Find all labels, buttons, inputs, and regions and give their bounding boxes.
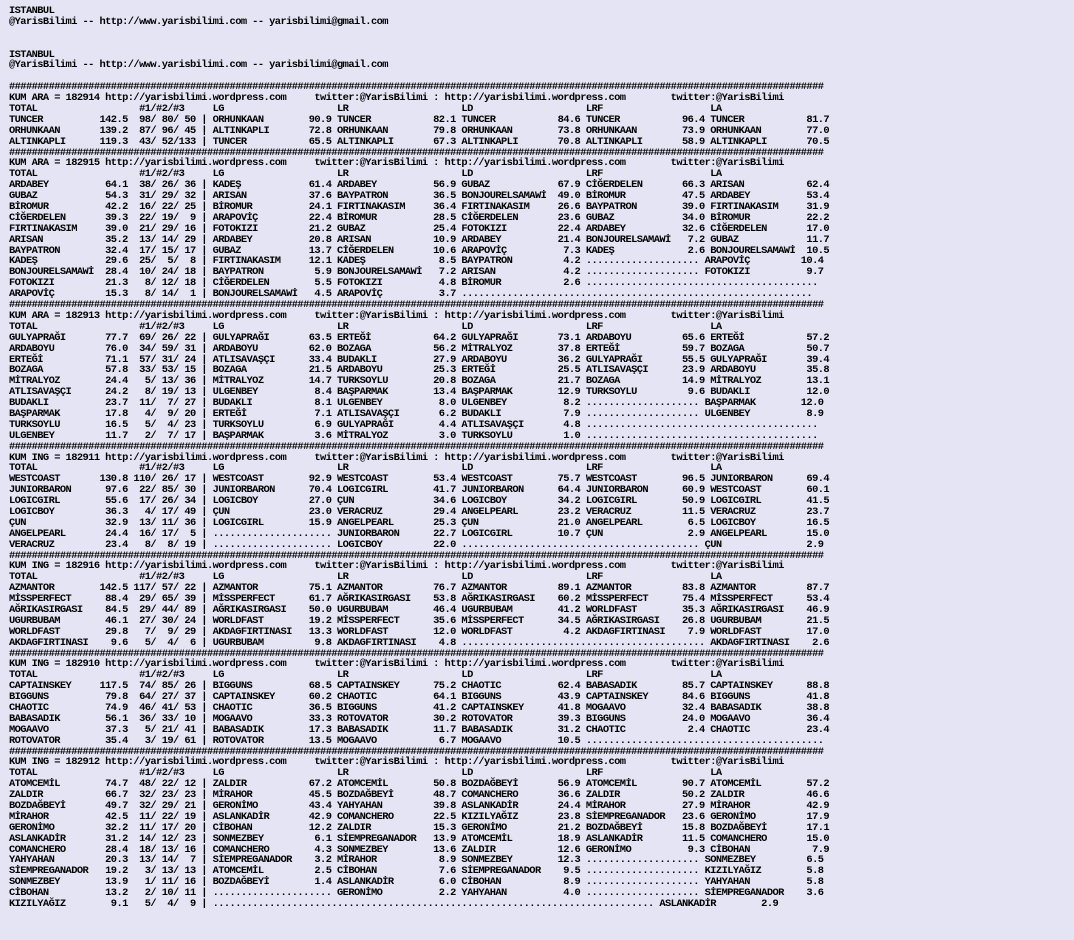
report-line: ZALDIR 66.7 32/ 23/ 23 | MİRAHOR 45.5 BOZDAĞBEYİ 48.7 COMANCHERO 36.6 ZALDIR 50.2 ZALDIR 46.6 [9,789,830,802]
report-line: GERONİMO 32.2 11/ 17/ 20 | CİBOHAN 12.2 ZALDIR 15.3 GERONİMO 21.2 BOZDAĞBEYİ 15.8 BOZDAĞBEYİ 17.1 [9,821,830,834]
report-line: ################################################################################################################################################ [9,146,824,159]
report-line: ANGELPEARL 24.4 16/ 17/ 5 | ..................... JUNIORBARON 22.7 LOGICGIRL 10.7 ÇUN 2.9 ANGELPEARL 15.0 [9,527,830,540]
report-line: ISTANBUL [9,5,55,17]
report-line: ORHUNKAAN 139.2 87/ 96/ 45 | ALTINKAPLI 72.8 ORHUNKAAN 79.8 ORHUNKAAN 73.8 ORHUNKAAN 73.9 ORHUNKAAN 77.0 [9,124,830,137]
report-line: FOTOKIZI 21.3 8/ 12/ 18 | CİĞERDELEN 5.5 FOTOKIZI 4.8 BİROMUR 2.6 ......................................... [9,277,818,290]
report-line: SİEMPREGANADOR 19.2 3/ 13/ 13 | ATOMCEMİL 2.5 CİBOHAN 7.6 SİEMPREGANADOR 9.5 .................... KIZILYAĞIZ 5.8 [9,865,824,878]
report-line [9,39,1074,50]
report-line: LOGICBOY 36.3 4/ 17/ 49 | ÇUN 23.0 VERACRUZ 29.4 ANGELPEARL 23.2 VERACRUZ 11.5 VERACRUZ 23.7 [9,505,830,518]
report-line: AĞRIKASIRGASI 84.5 29/ 44/ 89 | AĞRIKASIRGASI 50.0 UGURBUBAM 46.4 UGURBUBAM 41.2 WORLDFAST 35.3 AĞRIKASIRGASI 46.9 [9,603,830,616]
report-line: ASLANKADİR 31.2 14/ 12/ 23 | SONMEZBEY 6.1 SİEMPREGANADOR 13.9 ATOMCEMİL 18.9 ASLANKADİR 11.5 COMANCHERO 15.0 [9,832,830,845]
report-line: AZMANTOR 142.5 117/ 57/ 22 | AZMANTOR 75.1 AZMANTOR 76.7 AZMANTOR 89.1 AZMANTOR 83.8 AZMANTOR 87.7 [9,582,830,595]
report-line: ATLISAVAŞÇI 24.2 8/ 19/ 13 | ULGENBEY 8.4 BAŞPARMAK 13.4 BAŞPARMAK 12.9 TURKSOYLU 9.6 BUDAKLI 12.0 [9,386,830,399]
report-line: TUNCER 142.5 98/ 80/ 50 | ORHUNKAAN 90.9 TUNCER 82.1 TUNCER 84.6 TUNCER 96.4 TUNCER 81.7 [9,113,830,126]
report-line: ################################################################################################################################################ [9,549,824,562]
report-line: ################################################################################################################################################ [9,440,824,453]
report-line: ARISAN 35.2 13/ 14/ 29 | ARDABEY 20.8 ARISAN 10.9 ARDABEY 21.4 BONJOURELSAMAWİ 7.2 GUBAZ 11.7 [9,233,830,246]
report-line: ARAPOVİÇ 15.3 8/ 14/ 1 | BONJOURELSAMAWİ 4.5 ARAPOVİÇ 3.7 .............................................................. [9,288,813,301]
report-line: TOTAL #1/#2/#3 LG LR LD LRF LA [9,103,722,116]
report-line: CHAOTIC 74.9 46/ 41/ 53 | CHAOTIC 36.5 BIGGUNS 41.2 CAPTAINSKEY 41.8 MOGAAVO 32.4 BABASADIK 38.8 [9,702,830,714]
report-line: @YarisBilimi -- http://www.yarisbilimi.com -- yarisbilimi@gmail.com [9,15,388,28]
report-line: YAHYAHAN 20.3 13/ 14/ 7 | SİEMPREGANADOR 3.2 MİRAHOR 8.9 SONMEZBEY 12.3 .................... SONMEZBEY 6.5 [9,854,824,867]
report-line: TOTAL #1/#2/#3 LG LR LD LRF LA [9,669,722,682]
report-line: MİRAHOR 42.5 11/ 22/ 19 | ASLANKADİR 42.9 COMANCHERO 22.5 KIZILYAĞIZ 23.8 SİEMPREGANADOR 23.6 GERONİMO 17.9 [9,810,830,823]
report-line: KUM ING = 182912 http://yarisbilimi.wordpress.com twitter:@YarisBilimi : http://yarisbilimi.wordpress.com twitter:@YarisBilimi [9,756,784,769]
report-line: CİĞERDELEN 39.3 22/ 19/ 9 | ARAPOVİÇ 22.4 BİROMUR 28.5 CİĞERDELEN 23.6 GUBAZ 34.0 BİROMUR 22.2 [9,211,830,224]
report-line: TOTAL #1/#2/#3 LG LR LD LRF LA [9,571,722,584]
report-line: ATOMCEMİL 74.7 48/ 22/ 12 | ZALDIR 67.2 ATOMCEMİL 50.8 BOZDAĞBEYİ 56.9 ATOMCEMİL 90.7 ATOMCEMİL 57.2 [9,778,830,791]
report-line: BABASADIK 56.1 36/ 33/ 10 | MOGAAVO 33.3 ROTOVATOR 30.2 ROTOVATOR 39.3 BIGGUNS 24.0 MOGAAVO 36.4 [9,712,830,725]
report-line: ÇUN 32.9 13/ 11/ 36 | LOGICGIRL 15.9 ANGELPEARL 25.3 ÇUN 21.0 ANGELPEARL 6.5 LOGICBOY 16.5 [9,516,830,529]
report-line: KUM ING = 182916 http://yarisbilimi.wordpress.com twitter:@YarisBilimi : http://yarisbilimi.wordpress.com twitter:@YarisBilimi [9,560,784,573]
report-line: FIRTINAKASIM 39.0 21/ 29/ 16 | FOTOKIZI 21.2 GUBAZ 25.4 FOTOKIZI 22.4 ARDABEY 32.6 CİĞERDELEN 17.0 [9,222,830,235]
report-line: AKDAGFIRTINASI 9.6 5/ 4/ 6 | UGURBUBAM 9.8 AKDAGFIRTINASI 4.8 ........................................... AKDAGFIRTINASI 2.6 [9,636,830,649]
report-line: GULYAPRAĞI 77.7 69/ 26/ 22 | GULYAPRAĞI 63.5 ERTEĞİ 64.2 GULYAPRAĞI 73.1 ARDABOYU 65.6 ERTEĞİ 57.2 [9,331,830,344]
report-line: MOGAAVO 37.3 5/ 21/ 41 | BABASADIK 17.3 BABASADIK 11.7 BABASADIK 31.2 CHAOTIC 2.4 CHAOTIC 23.4 [9,723,830,736]
report-line: ULGENBEY 11.7 2/ 7/ 17 | BAŞPARMAK 3.6 MİTRALYOZ 3.0 TURKSOYLU 1.0 ......................................... [9,429,818,442]
report-line: ################################################################################################################################################ [9,647,824,660]
report-line: @YarisBilimi -- http://www.yarisbilimi.com -- yarisbilimi@gmail.com [9,59,388,72]
report-line: TOTAL #1/#2/#3 LG LR LD LRF LA [9,168,722,181]
report-line: ROTOVATOR 35.4 3/ 19/ 61 | ROTOVATOR 13.5 MOGAAVO 6.7 MOGAAVO 10.5 .......................................... [9,734,824,747]
report-line: UGURBUBAM 46.1 27/ 30/ 24 | WORLDFAST 19.2 MİSSPERFECT 35.6 MİSSPERFECT 34.5 AĞRIKASIRGASI 26.8 UGURBUBAM 21.5 [9,614,830,627]
report-line: BOZDAĞBEYİ 49.7 32/ 29/ 21 | GERONİMO 43.4 YAHYAHAN 39.8 ASLANKADİR 24.4 MİRAHOR 27.9 MİRAHOR 42.9 [9,800,830,813]
report-line: KIZILYAĞIZ 9.1 5/ 4/ 9 | .............................................................................. ASLANKADİR 2.9 [9,898,779,911]
report-line: VERACRUZ 23.4 8/ 8/ 19 | ..................... LOGICBOY 22.0 .......................................... ÇUN 2.9 [9,538,824,551]
report-line: BİROMUR 42.2 16/ 22/ 25 | BİROMUR 24.1 FIRTINAKASIM 36.4 FIRTINAKASIM 26.6 BAYPATRON 39.0 FIRTINAKASIM 31.9 [9,201,830,214]
report-line: CİBOHAN 13.2 2/ 10/ 11 | ..................... GERONİMO 2.2 YAHYAHAN 4.0 .................... SİEMPREGANADOR 3.6 [9,887,824,900]
report-line: BUDAKLI 23.7 11/ 7/ 27 | BUDAKLI 8.1 ULGENBEY 8.0 ULGENBEY 8.2 .................... BAŞPARMAK 12.0 [9,397,824,410]
report-line: TURKSOYLU 16.5 5/ 4/ 23 | TURKSOYLU 6.9 GULYAPRAĞI 4.4 ATLISAVAŞÇI 4.8 ......................................... [9,418,818,431]
report-line: KADEŞ 29.6 25/ 5/ 8 | FIRTINAKASIM 12.1 KADEŞ 8.5 BAYPATRON 4.2 .................... ARAPOVİÇ 10.4 [9,255,824,268]
report-line: KUM ARA = 182915 http://yarisbilimi.wordpress.com twitter:@YarisBilimi : http://yarisbilimi.wordpress.com twitter:@YarisBilimi [9,157,784,170]
report-line: CAPTAINSKEY 117.5 74/ 85/ 26 | BIGGUNS 68.5 CAPTAINSKEY 75.2 CHAOTIC 62.4 BABASADIK 85.7 CAPTAINSKEY 88.8 [9,680,830,693]
report-line: SONMEZBEY 13.9 1/ 11/ 16 | BOZDAĞBEYİ 1.4 ASLANKADİR 6.0 CİBOHAN 8.9 .................... YAHYAHAN 5.8 [9,876,824,889]
report-line: COMANCHERO 28.4 18/ 13/ 16 | COMANCHERO 4.3 SONMEZBEY 13.6 ZALDIR 12.6 GERONİMO 9.3 CİBOHAN 7.9 [9,843,830,856]
report-line: KUM ING = 182910 http://yarisbilimi.wordpress.com twitter:@YarisBilimi : http://yarisbilimi.wordpress.com twitter:@YarisBilimi [9,658,784,671]
report-line: ARDABOYU 76.0 34/ 59/ 31 | ARDABOYU 62.0 BOZAGA 56.2 MİTRALYOZ 37.8 ERTEĞİ 59.7 BOZAGA 50.7 [9,342,830,355]
report-line: JUNIORBARON 97.6 22/ 85/ 30 | JUNIORBARON 70.4 LOGICGIRL 41.7 JUNIORBARON 64.4 JUNIORBARON 60.9 WESTCOAST 60.1 [9,484,830,497]
report-line: MİSSPERFECT 88.4 29/ 65/ 39 | MİSSPERFECT 61.7 AĞRIKASIRGASI 53.8 AĞRIKASIRGASI 60.2 MİSSPERFECT 75.4 MİSSPERFECT 53.4 [9,593,830,606]
report-line: WESTCOAST 130.8 110/ 26/ 17 | WESTCOAST 92.9 WESTCOAST 53.4 WESTCOAST 75.7 WESTCOAST 96.5 JUNIORBARON 69.4 [9,473,830,486]
report-line: LOGICGIRL 55.6 17/ 26/ 34 | LOGICBOY 27.0 ÇUN 34.6 LOGICBOY 34.2 LOGICGIRL 50.9 LOGICGIRL 41.5 [9,495,830,508]
report-line: TOTAL #1/#2/#3 LG LR LD LRF LA [9,462,722,475]
report-line: BOZAGA 57.8 33/ 53/ 15 | BOZAGA 21.5 ARDABOYU 25.3 ERTEĞİ 25.5 ATLISAVAŞÇI 23.9 ARDABOYU 35.8 [9,364,830,377]
report-line: ISTANBUL [9,48,55,61]
report-line: ################################################################################################################################################ [9,81,824,94]
report-line: TOTAL #1/#2/#3 LG LR LD LRF LA [9,320,722,333]
report-line: MİTRALYOZ 24.4 5/ 13/ 36 | MİTRALYOZ 14.7 TURKSOYLU 20.8 BOZAGA 21.7 BOZAGA 14.9 MİTRALYOZ 13.1 [9,375,830,388]
report-line: WORLDFAST 29.8 7/ 9/ 29 | AKDAGFIRTINASI 13.3 WORLDFAST 12.0 WORLDFAST 4.2 AKDAGFIRTINASI 7.9 WORLDFAST 17.0 [9,625,830,638]
report-line: ################################################################################################################################################ [9,299,824,312]
report-line: ERTEĞİ 71.1 57/ 31/ 24 | ATLISAVAŞÇI 33.4 BUDAKLI 27.9 ARDABOYU 36.2 GULYAPRAĞI 55.5 GULYAPRAĞI 39.4 [9,353,830,366]
report-line: ARDABEY 64.1 38/ 26/ 36 | KADEŞ 61.4 ARDABEY 56.9 GUBAZ 67.9 CİĞERDELEN 66.3 ARISAN 62.4 [9,179,830,192]
report-line: GUBAZ 54.3 31/ 29/ 32 | ARISAN 37.6 BAYPATRON 36.5 BONJOURELSAMAWİ 49.0 BİROMUR 47.5 ARDABEY 53.4 [9,190,830,203]
report-line: BONJOURELSAMAWİ 28.4 10/ 24/ 18 | BAYPATRON 5.9 BONJOURELSAMAWİ 7.2 ARISAN 4.2 .................... FOTOKIZI 9.7 [9,266,824,279]
report-line: BAŞPARMAK 17.8 4/ 9/ 20 | ERTEĞİ 7.1 ATLISAVAŞÇI 6.2 BUDAKLI 7.9 .................... ULGENBEY 8.9 [9,407,824,420]
report-line [9,28,1074,39]
report-line: TOTAL #1/#2/#3 LG LR LD LRF LA [9,767,722,780]
report-line: KUM ARA = 182913 http://yarisbilimi.wordpress.com twitter:@YarisBilimi : http://yarisbilimi.wordpress.com twitter:@YarisBilimi [9,309,784,322]
report-line: ################################################################################################################################################ [9,745,824,758]
report-line: BAYPATRON 32.4 17/ 15/ 17 | GUBAZ 13.7 CİĞERDELEN 10.6 ARAPOVİÇ 7.3 KADEŞ 2.6 BONJOURELSAMAWİ 10.5 [9,244,830,257]
report-line: KUM ING = 182911 http://yarisbilimi.wordpress.com twitter:@YarisBilimi : http://yarisbilimi.wordpress.com twitter:@YarisBilimi [9,451,784,464]
report-line: KUM ARA = 182914 http://yarisbilimi.wordpress.com twitter:@YarisBilimi : http://yarisbilimi.wordpress.com twitter:@YarisBilimi [9,92,784,105]
report-line: BIGGUNS 79.8 64/ 27/ 37 | CAPTAINSKEY 60.2 CHAOTIC 64.1 BIGGUNS 43.9 CAPTAINSKEY 84.6 BIGGUNS 41.8 [9,691,830,704]
report-line: ALTINKAPLI 119.3 43/ 52/133 | TUNCER 65.5 ALTINKAPLI 67.3 ALTINKAPLI 70.8 ALTINKAPLI 58.9 ALTINKAPLI 70.5 [9,135,830,148]
